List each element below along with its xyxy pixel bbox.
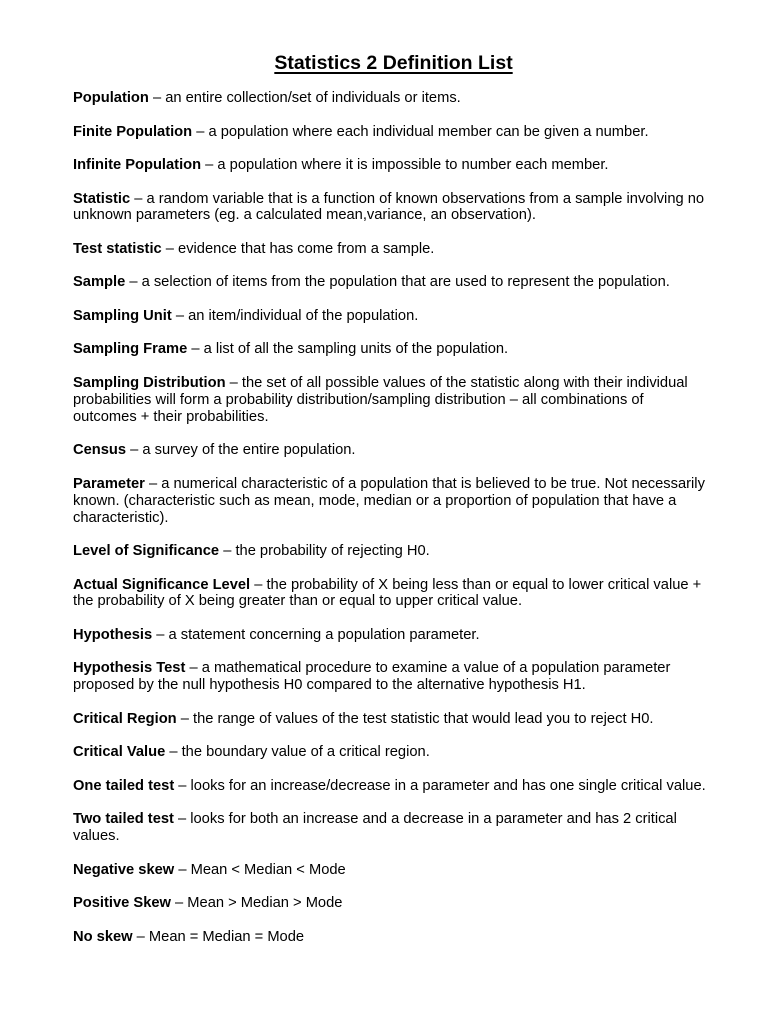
definition-text: – the probability of X being less than or equal to lower critical value + the probability of X being greater than or equal to upper critical value.	[73, 576, 702, 610]
definition-item	[73, 375, 710, 426]
definition-term: Hypothesis Test	[73, 660, 186, 677]
definition-text: – evidence that has come from a sample.	[161, 240, 435, 257]
definition-term: Population	[73, 90, 149, 106]
definition-text: – a survey of the entire population.	[126, 442, 356, 459]
definition-term: Actual Significance Level	[73, 576, 251, 593]
definition-text: – a list of all the sampling units of the population.	[187, 341, 509, 358]
definition-text: – Mean = Median = Mode	[132, 928, 305, 945]
definition-item	[73, 308, 710, 325]
definition-term: Finite Population	[73, 123, 193, 140]
definition-item	[73, 241, 710, 258]
definition-item	[73, 811, 710, 845]
definition-text: – the boundary value of a critical region.	[165, 744, 430, 761]
definition-item	[73, 543, 710, 560]
definition-term: Sampling Distribution	[73, 374, 226, 391]
definition-term: Two tailed test	[73, 811, 174, 828]
definition-text: – Mean > Median > Mode	[170, 895, 343, 912]
definition-term: Census	[73, 442, 127, 459]
definition-item	[73, 929, 710, 946]
definition-text: – a numerical characteristic of a population that is believed to be true. Not necessarily known. (characteristic such as mean, mode, median or a proportion of population that have a characteristic).	[73, 475, 705, 526]
definition-item	[73, 577, 710, 611]
definition-term: Statistic	[73, 190, 131, 207]
definition-item	[73, 442, 710, 459]
definition-item	[73, 191, 710, 225]
definition-item	[73, 124, 710, 141]
definition-text: – an entire collection/set of individuals or items.	[148, 90, 461, 106]
definition-item	[73, 476, 710, 527]
definition-item	[73, 341, 710, 358]
definition-text: – a mathematical procedure to examine a value of a population parameter proposed by the null hypothesis H0 compared to the alternative hypothesis H1.	[73, 660, 671, 694]
definition-term: Infinite Population	[73, 157, 202, 173]
definition-term: Level of Significance	[73, 543, 220, 560]
definition-text: – looks for both an increase and a decrease in a parameter and has 2 critical values.	[73, 811, 677, 845]
definition-list	[73, 90, 710, 946]
definition-term: Test statistic	[73, 240, 162, 257]
definition-term: Sampling Frame	[73, 341, 188, 358]
definition-term: Parameter	[73, 475, 145, 492]
definition-term: No skew	[73, 928, 133, 945]
definition-item	[73, 627, 710, 644]
definition-item	[73, 711, 710, 728]
definition-item	[73, 778, 710, 795]
definition-text: – a selection of items from the population that are used to represent the population.	[125, 274, 670, 291]
definition-text: – looks for an increase/decrease in a parameter and has one single critical value.	[174, 777, 706, 794]
definition-text: – a statement concerning a population parameter.	[152, 626, 480, 643]
definition-item	[73, 744, 710, 761]
definition-item	[73, 660, 710, 694]
definition-item	[73, 895, 710, 912]
definition-text: – the range of values of the test statistic that would lead you to reject H0.	[176, 710, 654, 727]
definition-text: – a population where each individual member can be given a number.	[192, 123, 649, 140]
definition-term: Sampling Unit	[73, 307, 172, 324]
definition-term: One tailed test	[73, 777, 175, 794]
definition-text: – a random variable that is a function of known observations from a sample involving no unknown parameters (eg. a calculated mean,variance, an observation).	[73, 190, 705, 224]
definition-term: Hypothesis	[73, 626, 153, 643]
definition-term: Sample	[73, 274, 126, 291]
definition-item	[73, 90, 710, 107]
definition-text: – a population where it is impossible to number each member.	[201, 157, 609, 173]
definition-term: Negative skew	[73, 861, 175, 878]
definition-item	[73, 862, 710, 879]
definition-term: Positive Skew	[73, 895, 171, 912]
definition-term: Critical Value	[73, 744, 166, 761]
definition-item	[73, 157, 710, 174]
definition-item	[73, 274, 710, 291]
definition-text: – the probability of rejecting H0.	[219, 543, 430, 560]
definition-term: Critical Region	[73, 710, 177, 727]
definition-text: – Mean < Median < Mode	[174, 861, 346, 878]
definition-text: – the set of all possible values of the statistic along with their individual probabilities will form a probability distribution/sampling distribution – all combinations of outcomes + their probabilities.	[73, 374, 688, 425]
definition-text: – an item/individual of the population.	[171, 307, 419, 324]
document-title: Statistics 2 Definition List	[274, 52, 513, 74]
